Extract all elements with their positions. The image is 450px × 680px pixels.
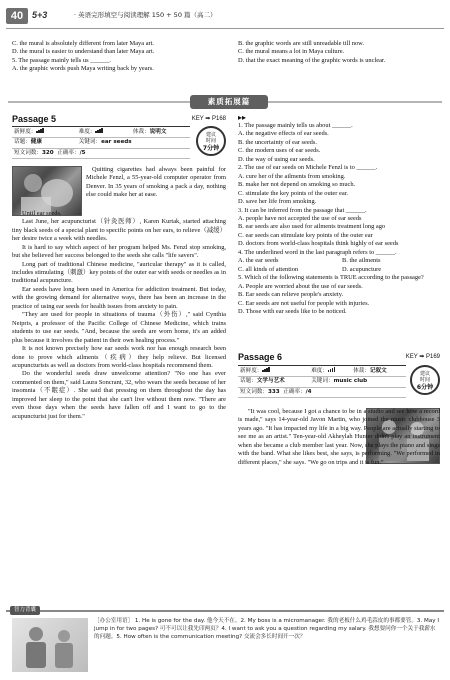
option-c: C. all kinds of attention xyxy=(238,265,299,273)
book-title: · 英语完形填空与阅读理解 150 + 50 篇（高二） xyxy=(74,11,217,19)
option-a: A. the ear seeds xyxy=(238,257,279,265)
clock-line2: 时间 xyxy=(419,376,430,383)
office-illustration xyxy=(12,618,88,672)
passage6-header xyxy=(238,352,440,364)
genre-value: 记叙文 xyxy=(369,367,387,374)
page-number: 40 xyxy=(6,8,28,24)
accuracy-label: 正确率： xyxy=(57,149,80,156)
passage5-info-box xyxy=(12,126,226,159)
option-d: D. save her life from smoking. xyxy=(238,198,317,206)
paragraph: "They are used for people in situations of trauma（外伤）," said Cynthia Neipris, a professor of the Pacific College of Chinese Medicine, which trains students to use ear seeds. "And, because the seeds are worn home, it's an added plus because it involves the patient in their own healing process." xyxy=(12,311,226,344)
option-line: A. the graphic words push Maya writing back by years. xyxy=(12,65,154,73)
word-count-value: 333 xyxy=(267,388,280,395)
genre-label: 体裁： xyxy=(132,128,150,135)
difficulty-label: 难度： xyxy=(78,129,96,135)
page-header xyxy=(0,0,450,30)
paragraph: "It was cool, because I got a chance to be in a studio and see how a record is made," says 14-year-old Javon Martin, who joined the music clubhouse 3 years ago. "It has impacted my life in a big way. People are actually starting to see me as an artist." Ten-year-old Akheylah Hunter didn't play an instrument when she became a club member last year. Now, she plays the piano and sings with the band. What she likes best, she says, is performing. "We performed in different places," she says. "We go on trips and it is fun." xyxy=(238,408,440,466)
option-b: B. Ear seeds can relieve people's anxiety. xyxy=(238,291,344,299)
option-d: D. acupuncture xyxy=(342,265,382,273)
question-line: 2. The use of ear seeds on Michele Fenzl is to ______. xyxy=(238,164,378,172)
clock-icon xyxy=(410,365,440,395)
option-a: A. people have not accepted the use of ear seeds xyxy=(238,214,362,222)
question-line: 4. The underlined word in the last paragraph refers to ______. xyxy=(238,248,397,256)
question-line: 5. The passage mainly tells us ______. xyxy=(12,56,111,64)
accuracy-value: /4 xyxy=(305,388,312,395)
passage6-info-table xyxy=(238,365,406,398)
option-a: A. the negative effects of ear seeds. xyxy=(238,130,329,138)
footer-text: ［办公室用语］ 1. He is gone for the day. 他今天不在。2. My boss is a micromanager. 我的老板什么鸡毛蒜皮的事都要管。3. May I jump in for two pages? 可不可以让我先印两页？4. I want to ask you a question regarding my salary. 我想要问你一个关于我薪水的问题。5. How often is the communication meeting? 交流会多长时间开一次？ xyxy=(94,618,440,641)
keyword-value: music club xyxy=(333,378,368,385)
option-row xyxy=(238,257,440,265)
option-line: D. the mural is easier to understand than later Maya art. xyxy=(12,48,155,56)
passage6-key: KEY ➡ P169 xyxy=(405,354,440,360)
paragraph: Quitting cigarettes had always been painful for Michele Fenzl, a 55-year-old computer operator from Denver. In 35 years of smoking a pack a day, nothing else could make her at ease. xyxy=(86,166,226,199)
option-c: C. stimulate the key points of the outer ear. xyxy=(238,189,349,197)
clock-icon xyxy=(196,126,226,156)
option-line: B. the graphic words are still unreadable till now. xyxy=(238,40,364,47)
topic-label: 话题： xyxy=(240,378,257,385)
novelty-label: 新鲜度： xyxy=(240,368,263,374)
option-a: A. People are worried about the use of ear seeds. xyxy=(238,282,363,290)
header-rule xyxy=(6,28,444,29)
signal-bars-icon xyxy=(36,128,44,136)
passage5-header xyxy=(12,114,226,126)
signal-bars-icon xyxy=(262,367,270,375)
option-line: C. the mural means a lot in Maya culture. xyxy=(238,48,345,56)
section-banner xyxy=(8,94,442,110)
paragraph: Do the wonderful seeds draw unwelcome attention? "No one has ever commented on them," said Laura Soncrant, 32, who wears the seeds because of her insomnia（不眠症）. She said that pressing on them throughout the day has improved her sleep to the point that she can't live without them now. "There are even those days when the seeds have fallen off and I want to go to the acupuncturist just for them." xyxy=(12,370,226,420)
accuracy-label: 正确率： xyxy=(283,388,306,395)
paragraph: Long part of traditional Chinese medicine, "auricular therapy" as it is called, includes stimulating（刺激）key points of the outer ear with seeds or needles as in traditional acupuncture. xyxy=(12,260,226,285)
option-d: D. Those with ear seeds like to be noticed. xyxy=(238,307,347,315)
topic-label: 话题： xyxy=(14,139,31,146)
option-b: B. ear seeds are also used for ailments treatment long ago xyxy=(238,223,386,231)
paragraph: Ear seeds have long been used in America for addiction treatment. But today, with the growing demand for alternative ways, there has been an increase in the practice of using ear seeds for health issues from anxiety to pain. xyxy=(12,285,226,310)
brand-logo: 5+3 xyxy=(32,10,48,20)
option-c: C. the modern uses of ear seeds. xyxy=(238,147,321,155)
difficulty-label: 难度： xyxy=(311,368,328,374)
genre-value: 说明文 xyxy=(149,128,167,135)
question-line: 3. It can be inferred from the passage that ______. xyxy=(238,206,367,214)
word-count-label: 短文词数： xyxy=(14,149,42,156)
clock-line1: 建议 xyxy=(419,371,430,377)
passage5-questions xyxy=(238,114,440,316)
signal-bars-icon xyxy=(328,367,336,375)
banner-label: 素质拓展篇 xyxy=(190,95,268,109)
clock-line2: 时间 xyxy=(205,137,216,144)
option-line: C. the mural is absolutely different from later Maya art. xyxy=(12,40,155,47)
paragraph: It is not known precisely how ear seeds work nor has enough research been done to prove which ailments（疾病）they help relieve. But licensed acupuncturists as well as doctors from world-class hospitals recommend them. xyxy=(12,345,226,369)
passage6-info-box xyxy=(238,365,440,398)
genre-label: 体裁： xyxy=(353,367,370,374)
keyword-value: ear seeds xyxy=(101,139,132,146)
option-d: D. the way of using ear seeds. xyxy=(238,155,315,163)
option-d: D. doctors from world-class hospitals think highly of ear seeds xyxy=(238,240,399,248)
word-count-label: 短文词数： xyxy=(240,388,268,395)
passage6-body xyxy=(238,408,440,467)
passage5-key: KEY ➡ P168 xyxy=(191,116,226,122)
passage5-body xyxy=(12,166,226,421)
passage6-title: Passage 6 xyxy=(238,352,283,362)
question-line: 5. Which of the following statements is TRUE according to the passage? xyxy=(238,274,424,282)
passage5-info-table xyxy=(12,126,190,159)
option-a: A. cure her of the ailments from smoking. xyxy=(238,172,346,180)
passage5-title: Passage 5 xyxy=(12,114,57,124)
keyword-label: 关键词： xyxy=(311,378,334,385)
suggested-time: 6分钟 xyxy=(416,383,434,391)
topic-value: 文学与艺术 xyxy=(256,378,285,385)
option-line: D. that the exact meaning of the graphic words is unclear. xyxy=(238,56,386,64)
keyword-label: 关键词： xyxy=(78,139,102,146)
option-b: B. the ailments xyxy=(342,257,381,265)
clock-line1: 建议 xyxy=(205,132,216,138)
paragraph: It is hard to say which aspect of her program helped Ms. Fenzl stop smoking, but she believed her success belonged to the seeds she calls "life savers". xyxy=(12,243,226,260)
option-row xyxy=(238,266,440,274)
people-icon xyxy=(12,618,88,672)
accuracy-value: /5 xyxy=(79,149,86,156)
word-count-value: 320 xyxy=(41,149,54,156)
option-c: C. ear seeds can stimulate key points of the outer ear xyxy=(238,231,373,239)
paragraph: Until ear seeds. xyxy=(22,209,62,217)
novelty-label: 新鲜度： xyxy=(14,129,37,135)
signal-bars-icon xyxy=(95,128,103,136)
option-b: B. make her not depend on smoking so much. xyxy=(238,181,356,189)
footer-tip-box xyxy=(6,607,444,674)
prev-options-right xyxy=(238,40,440,65)
option-b: B. the uncertainty of ear seeds. xyxy=(238,138,317,146)
footer-tag: 智力背囊 xyxy=(10,606,40,615)
suggested-time: 7分钟 xyxy=(202,144,220,152)
question-line: 1. The passage mainly tells us about ______. xyxy=(238,122,353,129)
option-c: C. Ear seeds are not useful for people with injuries. xyxy=(238,299,370,307)
topic-value: 健康 xyxy=(30,139,42,146)
arrow-icon: ▸▸ xyxy=(238,113,247,122)
prev-options-left xyxy=(12,40,226,74)
paragraph: Last June, her acupuncturist（针灸医师）, Karen Kurtak, started attaching tiny black seeds of a special plant to specific points on her ears, to relieve（减缓）her desire twice a week with needles. xyxy=(12,218,226,243)
